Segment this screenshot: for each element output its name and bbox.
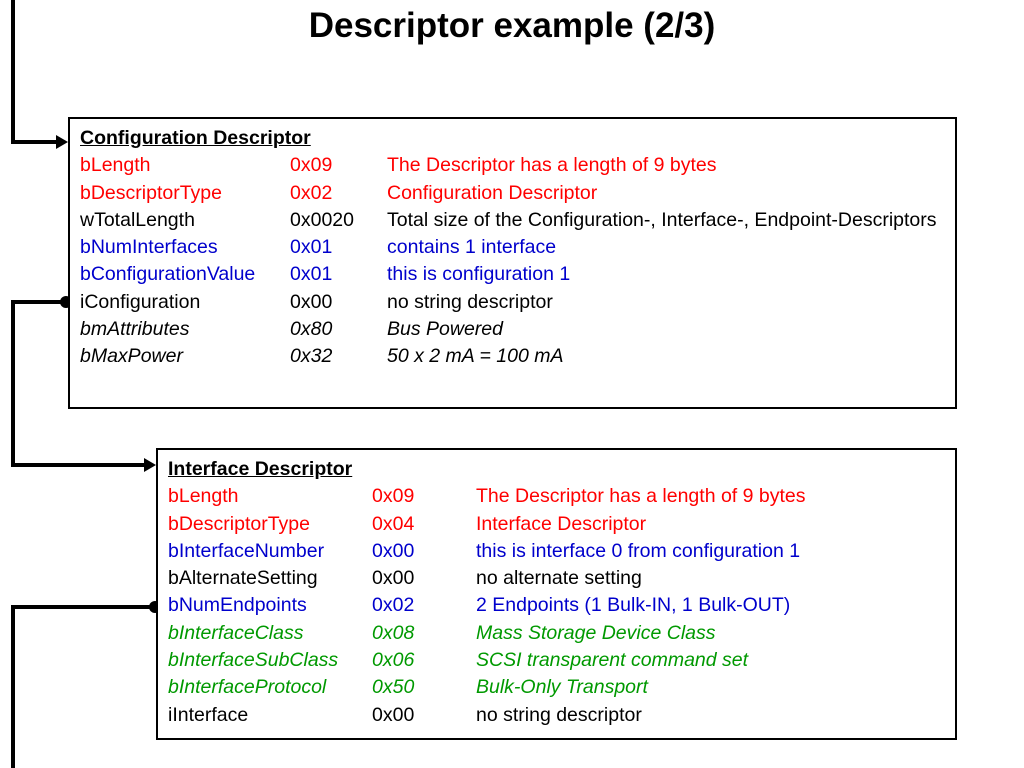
configuration-descriptor-box: [68, 117, 957, 409]
connector-interface-to-next: [13, 607, 152, 768]
field-value: 0x00: [372, 567, 415, 590]
field-description: this is configuration 1: [387, 263, 571, 286]
field-value: 0x00: [290, 290, 333, 313]
field-name: bInterfaceNumber: [168, 539, 325, 562]
table-row: [168, 620, 955, 647]
arrowhead-config: [56, 135, 68, 149]
page-title: Descriptor example (2/3): [308, 6, 716, 45]
field-description: 50 x 2 mA = 100 mA: [387, 345, 564, 368]
field-description: no alternate setting: [476, 567, 642, 590]
field-value: 0x0020: [290, 208, 354, 231]
field-value: 0x09: [372, 485, 415, 508]
table-row: [168, 647, 955, 674]
table-row: [80, 152, 955, 179]
field-description: Total size of the Configuration-, Interface-, Endpoint-Descriptors: [387, 208, 937, 231]
field-name: bInterfaceSubClass: [168, 649, 339, 672]
table-row: [168, 702, 955, 729]
field-value: 0x04: [372, 512, 415, 535]
field-description: contains 1 interface: [387, 236, 557, 259]
field-description: Configuration Descriptor: [387, 181, 598, 204]
field-name: bLength: [80, 154, 151, 177]
table-row: [80, 180, 955, 207]
interface-descriptor-heading: Interface Descriptor: [168, 458, 353, 480]
field-value: 0x02: [290, 181, 333, 204]
field-name: bLength: [168, 485, 239, 508]
field-value: 0x09: [290, 154, 333, 177]
field-value: 0x01: [290, 236, 333, 259]
field-value: 0x02: [372, 594, 415, 617]
table-row: [168, 483, 955, 510]
field-value: 0x06: [372, 649, 415, 672]
field-value: 0x08: [372, 621, 415, 644]
field-name: bmAttributes: [80, 318, 190, 341]
field-description: The Descriptor has a length of 9 bytes: [476, 485, 806, 508]
table-row: [80, 234, 955, 261]
field-description: Bulk-Only Transport: [476, 676, 648, 699]
field-name: bNumInterfaces: [80, 236, 218, 259]
table-row: [80, 261, 955, 288]
field-name: bMaxPower: [80, 345, 183, 368]
field-name: iInterface: [168, 703, 249, 726]
configuration-descriptor-heading: Configuration Descriptor: [80, 127, 311, 149]
field-name: bInterfaceProtocol: [168, 676, 327, 699]
table-row: [168, 538, 955, 565]
field-description: SCSI transparent command set: [476, 649, 749, 672]
field-name: bNumEndpoints: [168, 594, 307, 617]
field-name: bInterfaceClass: [168, 621, 304, 644]
field-name: bDescriptorType: [168, 512, 310, 535]
table-row: [168, 592, 955, 619]
table-row: [80, 207, 955, 234]
field-name: bDescriptorType: [80, 181, 222, 204]
field-description: 2 Endpoints (1 Bulk-IN, 1 Bulk-OUT): [476, 594, 791, 617]
field-name: iConfiguration: [80, 290, 201, 313]
table-row: [168, 565, 955, 592]
table-row: [168, 674, 955, 701]
field-value: 0x80: [290, 318, 333, 341]
table-row: [168, 511, 955, 538]
field-value: 0x00: [372, 703, 415, 726]
field-description: this is interface 0 from configuration 1: [476, 539, 801, 562]
field-description: Bus Powered: [387, 318, 503, 341]
field-description: Interface Descriptor: [476, 512, 647, 535]
table-row: [80, 289, 955, 316]
field-value: 0x50: [372, 676, 415, 699]
field-name: wTotalLength: [80, 208, 195, 231]
table-row: [80, 343, 955, 370]
field-name: bAlternateSetting: [168, 567, 318, 590]
field-value: 0x32: [290, 345, 333, 368]
interface-descriptor-box: [156, 448, 957, 740]
field-name: bConfigurationValue: [80, 263, 256, 286]
field-description: The Descriptor has a length of 9 bytes: [387, 154, 717, 177]
field-description: no string descriptor: [476, 703, 642, 726]
field-description: Mass Storage Device Class: [476, 621, 716, 644]
arrowhead-interface: [144, 458, 156, 472]
field-value: 0x01: [290, 263, 333, 286]
field-value: 0x00: [372, 539, 415, 562]
table-row: [80, 316, 955, 343]
field-description: no string descriptor: [387, 290, 553, 313]
